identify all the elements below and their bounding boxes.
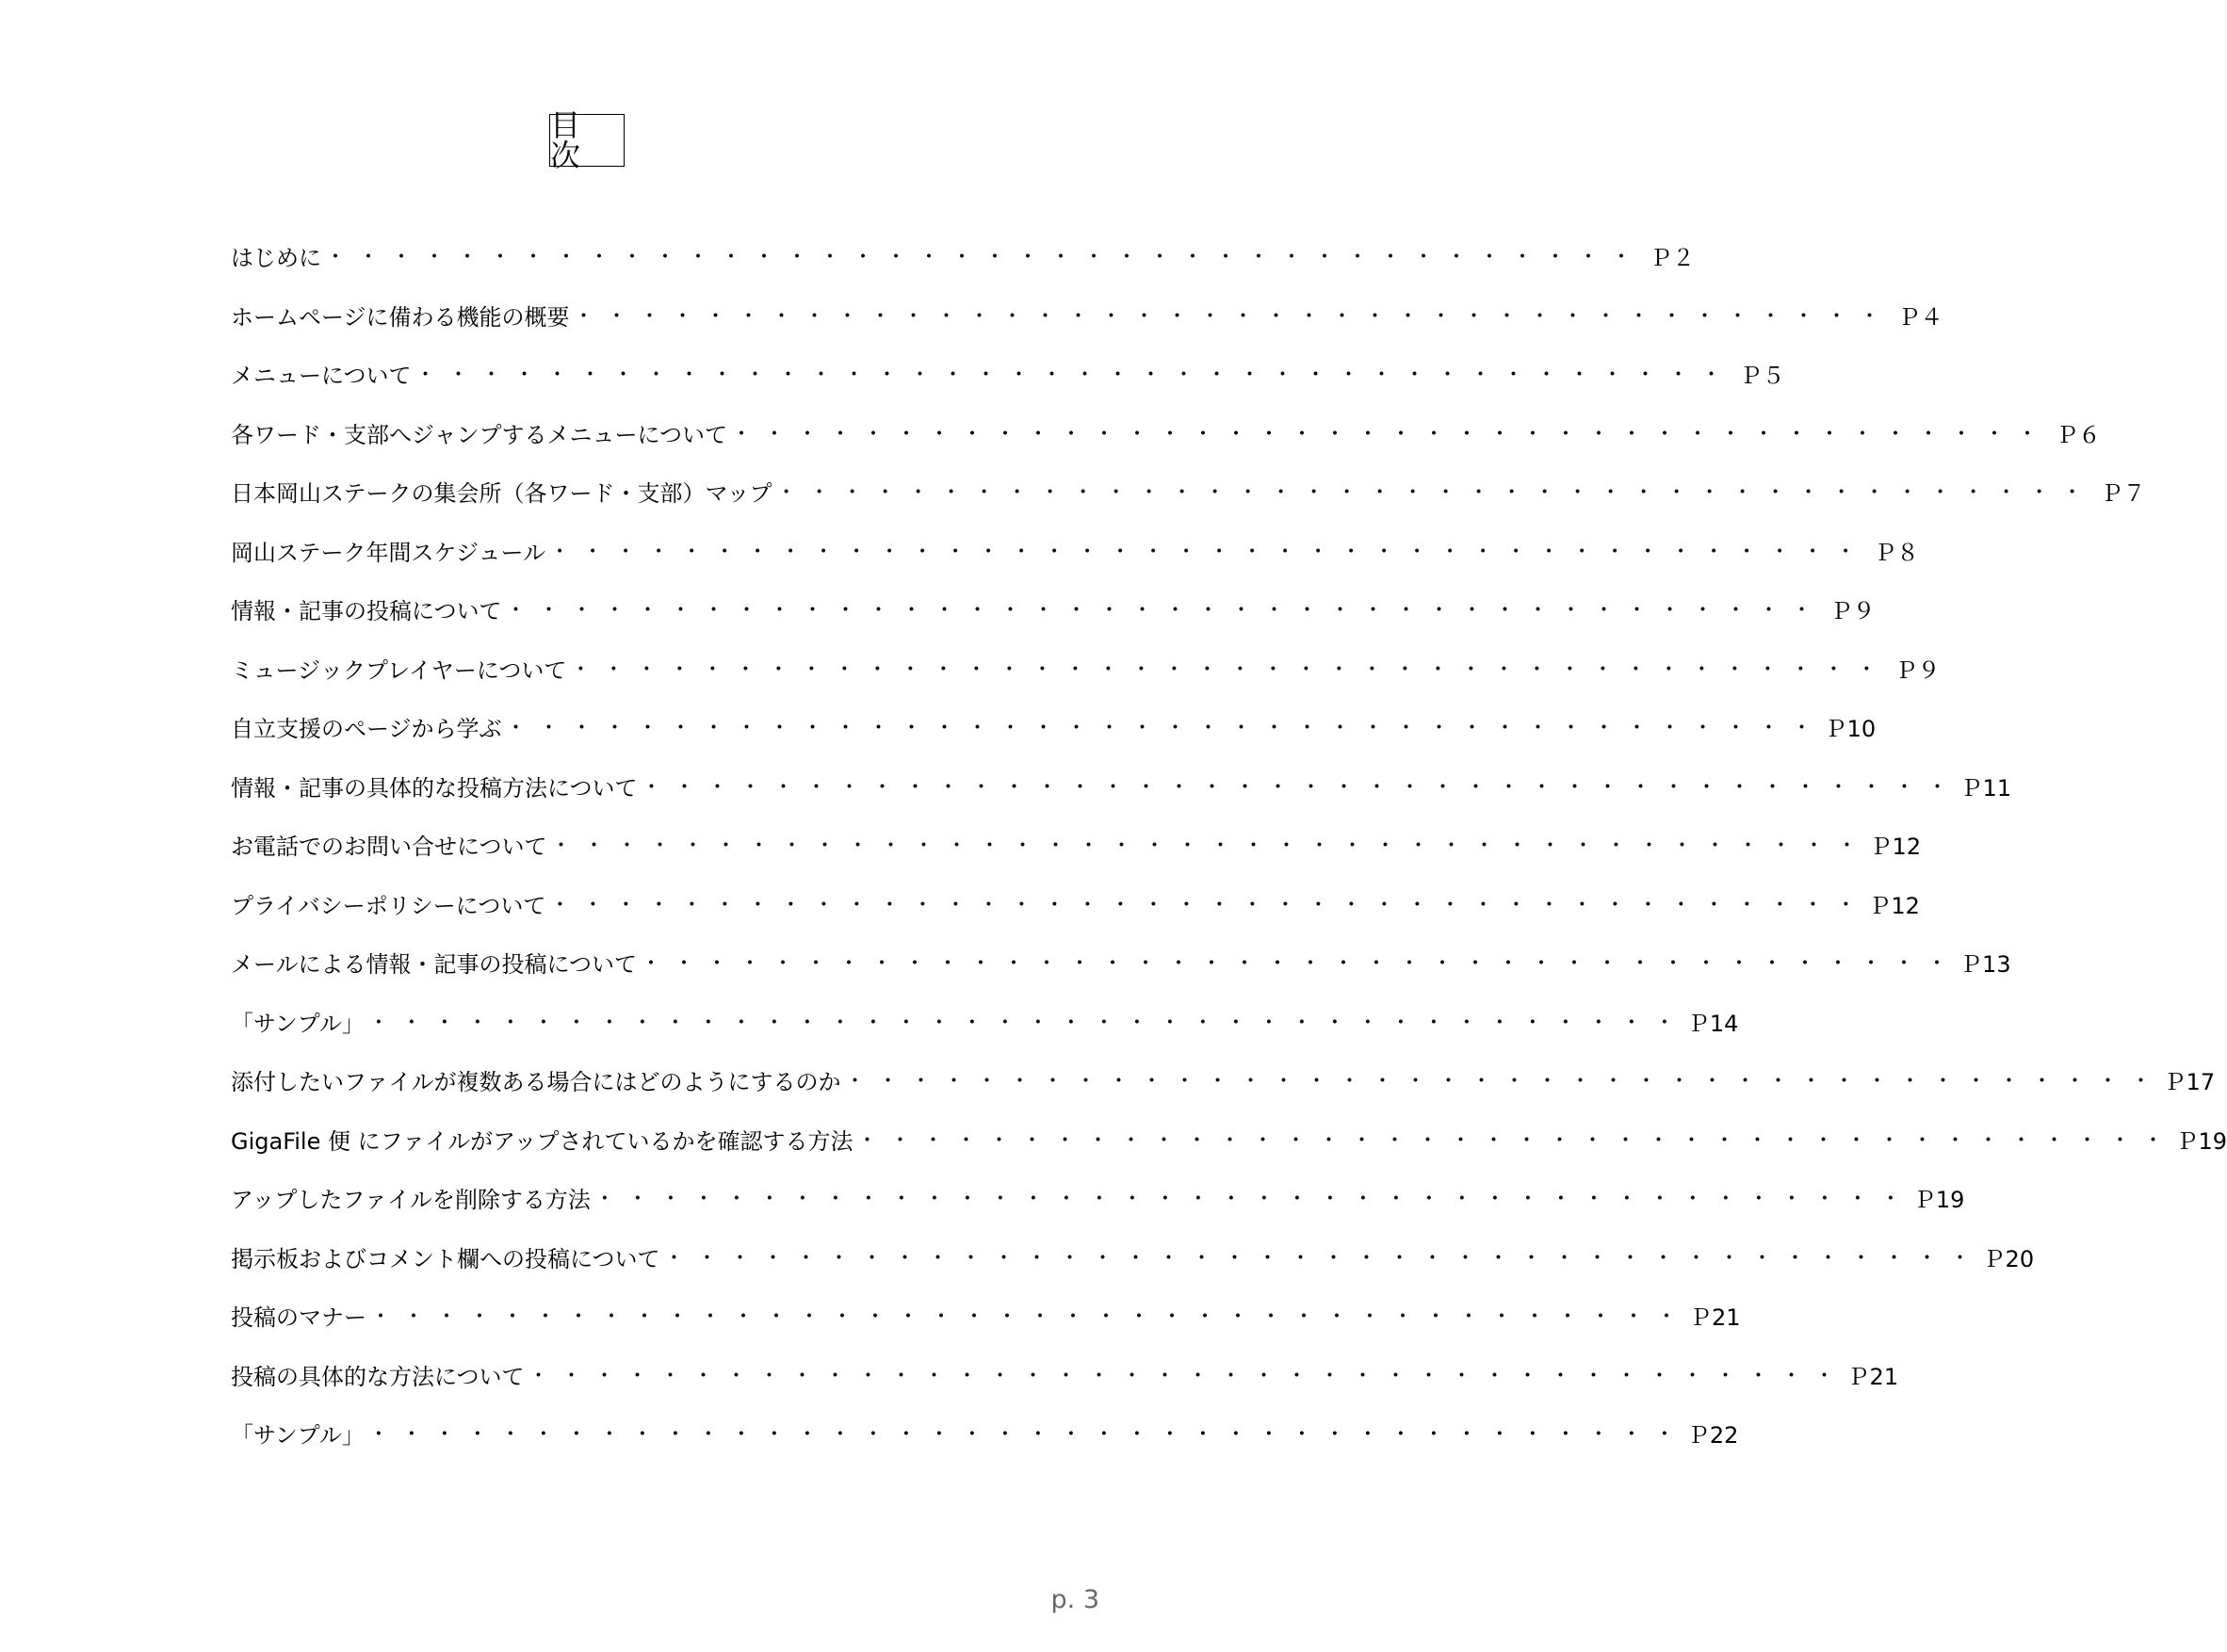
toc-entry-label: 情報・記事の投稿について: [231, 598, 502, 625]
toc-entry-label: お電話でのお問い合せについて: [231, 834, 547, 861]
toc-entry-page: Ｐ14: [1686, 1010, 1739, 1037]
toc-entry-page: Ｐ４: [1897, 303, 1943, 331]
toc-entry: [231, 1406, 1739, 1466]
toc-entry: [231, 1348, 1899, 1407]
toc-entry: [231, 1230, 2035, 1289]
page-title: 目 次: [549, 114, 625, 167]
toc-entry: [231, 464, 2146, 524]
toc-entry-label: プライバシーポリシーについて: [231, 892, 546, 919]
toc-entry-page: Ｐ17: [2163, 1069, 2216, 1096]
toc-entry-page: Ｐ９: [1829, 598, 1876, 625]
toc-entry-page: Ｐ21: [1689, 1304, 1741, 1332]
toc-entry-label: 自立支援のページから学ぶ: [231, 716, 502, 743]
toc-entry-label: 「サンプル」: [231, 1010, 365, 1037]
toc-entry-leader: ・・・・・・・・・・・・・・・・・・・・・・・・・・・・・・・・・・・・・・・・: [570, 657, 1890, 682]
toc-entry-page: Ｐ５: [1739, 363, 1785, 390]
toc-entry-leader: ・・・・・・・・・・・・・・・・・・・・・・・・・・・・・・・・・・・・・・・・: [641, 952, 1960, 977]
toc-entry-page: Ｐ13: [1959, 951, 2011, 979]
toc-entry: [231, 288, 1943, 348]
toc-entry-leader: ・・・・・・・・・・・・・・・・・・・・・・・・・・・・・・・・・・・・・・・・: [367, 1011, 1687, 1035]
toc-entry-leader: ・・・・・・・・・・・・・・・・・・・・・・・・・・・・・・・・・・・・・・・・: [528, 1364, 1847, 1388]
toc-entry-page: Ｐ６: [2056, 421, 2102, 448]
toc-entry-label: メールによる情報・記事の投稿について: [231, 951, 638, 979]
toc-entry-label: 「サンプル」: [231, 1422, 365, 1450]
toc-entry-label: 投稿のマナー: [231, 1304, 366, 1332]
toc-entry-leader: ・・・・・・・・・・・・・・・・・・・・・・・・・・・・・・・・・・・・・・・・: [505, 599, 1825, 624]
toc-entry: [231, 995, 1739, 1054]
table-of-contents: [231, 229, 2227, 1466]
toc-entry: [231, 1288, 1741, 1348]
toc-entry-leader: ・・・・・・・・・・・・・・・・・・・・・・・・・・・・・・・・・・・・・・・・: [856, 1128, 2176, 1153]
toc-entry-label: 日本岡山ステークの集会所（各ワード・支部）マップ: [231, 480, 772, 508]
toc-entry-label: 投稿の具体的な方法について: [231, 1363, 525, 1390]
toc-entry-leader: ・・・・・・・・・・・・・・・・・・・・・・・・・・・・・・・・・・・・・・・・: [370, 1305, 1690, 1330]
toc-entry-label: 各ワード・支部へジャンプするメニューについて: [231, 421, 728, 448]
toc-entry-page: Ｐ７: [2100, 480, 2146, 508]
toc-entry-label: 情報・記事の具体的な投稿方法について: [231, 774, 638, 802]
toc-entry: [231, 818, 1922, 877]
toc-entry-page: Ｐ10: [1824, 716, 1877, 743]
toc-entry: [231, 641, 1941, 701]
toc-entry: [231, 700, 1877, 759]
toc-entry-page: Ｐ11: [1959, 774, 2012, 802]
toc-entry: [231, 406, 2102, 465]
toc-entry-page: Ｐ12: [1868, 892, 1920, 919]
toc-entry-leader: ・・・・・・・・・・・・・・・・・・・・・・・・・・・・・・・・・・・・・・・・: [731, 422, 2051, 446]
toc-entry-leader: ・・・・・・・・・・・・・・・・・・・・・・・・・・・・・・・・・・・・・・・・: [593, 1188, 1913, 1212]
toc-entry: [231, 759, 2012, 818]
toc-entry: [231, 1112, 2227, 1172]
toc-entry-leader: ・・・・・・・・・・・・・・・・・・・・・・・・・・・・・・・・・・・・・・・・: [415, 364, 1734, 388]
toc-entry-label: はじめに: [231, 245, 321, 272]
toc-entry: [231, 1053, 2216, 1112]
toc-entry-page: Ｐ９: [1894, 656, 1941, 684]
toc-entry: [231, 524, 1920, 583]
toc-entry: [231, 935, 2011, 995]
toc-entry-leader: ・・・・・・・・・・・・・・・・・・・・・・・・・・・・・・・・・・・・・・・・: [550, 834, 1870, 859]
toc-entry: [231, 229, 1696, 288]
toc-entry-label: GigaFile 便 にファイルがアップされているかを確認する方法: [231, 1127, 853, 1155]
toc-entry-leader: ・・・・・・・・・・・・・・・・・・・・・・・・・・・・・・・・・・・・・・・・: [549, 893, 1869, 917]
toc-entry-page: Ｐ19: [1912, 1187, 1965, 1214]
toc-entry-page: Ｐ20: [1982, 1245, 2035, 1272]
toc-entry-label: ホームページに備わる機能の概要: [231, 303, 570, 331]
toc-entry-label: ミュージックプレイヤーについて: [231, 656, 567, 684]
toc-entry-leader: ・・・・・・・・・・・・・・・・・・・・・・・・・・・・・・・・・・・・・・・・: [844, 1070, 2164, 1094]
toc-entry-label: メニューについて: [231, 363, 412, 390]
toc-entry: [231, 347, 1785, 406]
toc-entry-leader: ・・・・・・・・・・・・・・・・・・・・・・・・・・・・・・・・・・・・・・・・: [775, 481, 2095, 506]
toc-entry-leader: ・・・・・・・・・・・・・・・・・・・・・・・・・・・・・・・・・・・・・・・・: [663, 1246, 1983, 1271]
toc-entry-page: Ｐ２: [1650, 245, 1696, 272]
toc-entry: [231, 1171, 1965, 1230]
toc-entry-leader: ・・・・・・・・・・・・・・・・・・・・・・・・・・・・・・・・・・・・・・・・: [367, 1423, 1687, 1448]
page-number: p. 3: [1050, 1585, 1099, 1614]
toc-entry: [231, 582, 1876, 641]
toc-entry-leader: ・・・・・・・・・・・・・・・・・・・・・・・・・・・・・・・・・・・・・・・・: [641, 775, 1960, 800]
toc-entry: [231, 877, 1920, 936]
toc-entry-leader: ・・・・・・・・・・・・・・・・・・・・・・・・・・・・・・・・・・・・・・・・: [549, 540, 1869, 564]
toc-entry-label: アップしたファイルを削除する方法: [231, 1187, 591, 1214]
toc-entry-page: Ｐ12: [1869, 834, 1922, 861]
toc-entry-page: Ｐ22: [1686, 1422, 1739, 1450]
toc-entry-leader: ・・・・・・・・・・・・・・・・・・・・・・・・・・・・・・・・・・・・・・・・: [573, 304, 1893, 329]
toc-entry-leader: ・・・・・・・・・・・・・・・・・・・・・・・・・・・・・・・・・・・・・・・・: [505, 717, 1825, 741]
toc-entry-leader: ・・・・・・・・・・・・・・・・・・・・・・・・・・・・・・・・・・・・・・・・: [325, 246, 1645, 270]
toc-entry-label: 掲示板およびコメント欄への投稿について: [231, 1245, 660, 1272]
toc-entry-page: Ｐ21: [1846, 1363, 1899, 1390]
toc-entry-label: 岡山ステーク年間スケジュール: [231, 539, 546, 566]
toc-entry-page: Ｐ19: [2175, 1127, 2227, 1155]
toc-entry-page: Ｐ８: [1874, 539, 1920, 566]
toc-entry-label: 添付したいファイルが複数ある場合にはどのようにするのか: [231, 1069, 841, 1096]
